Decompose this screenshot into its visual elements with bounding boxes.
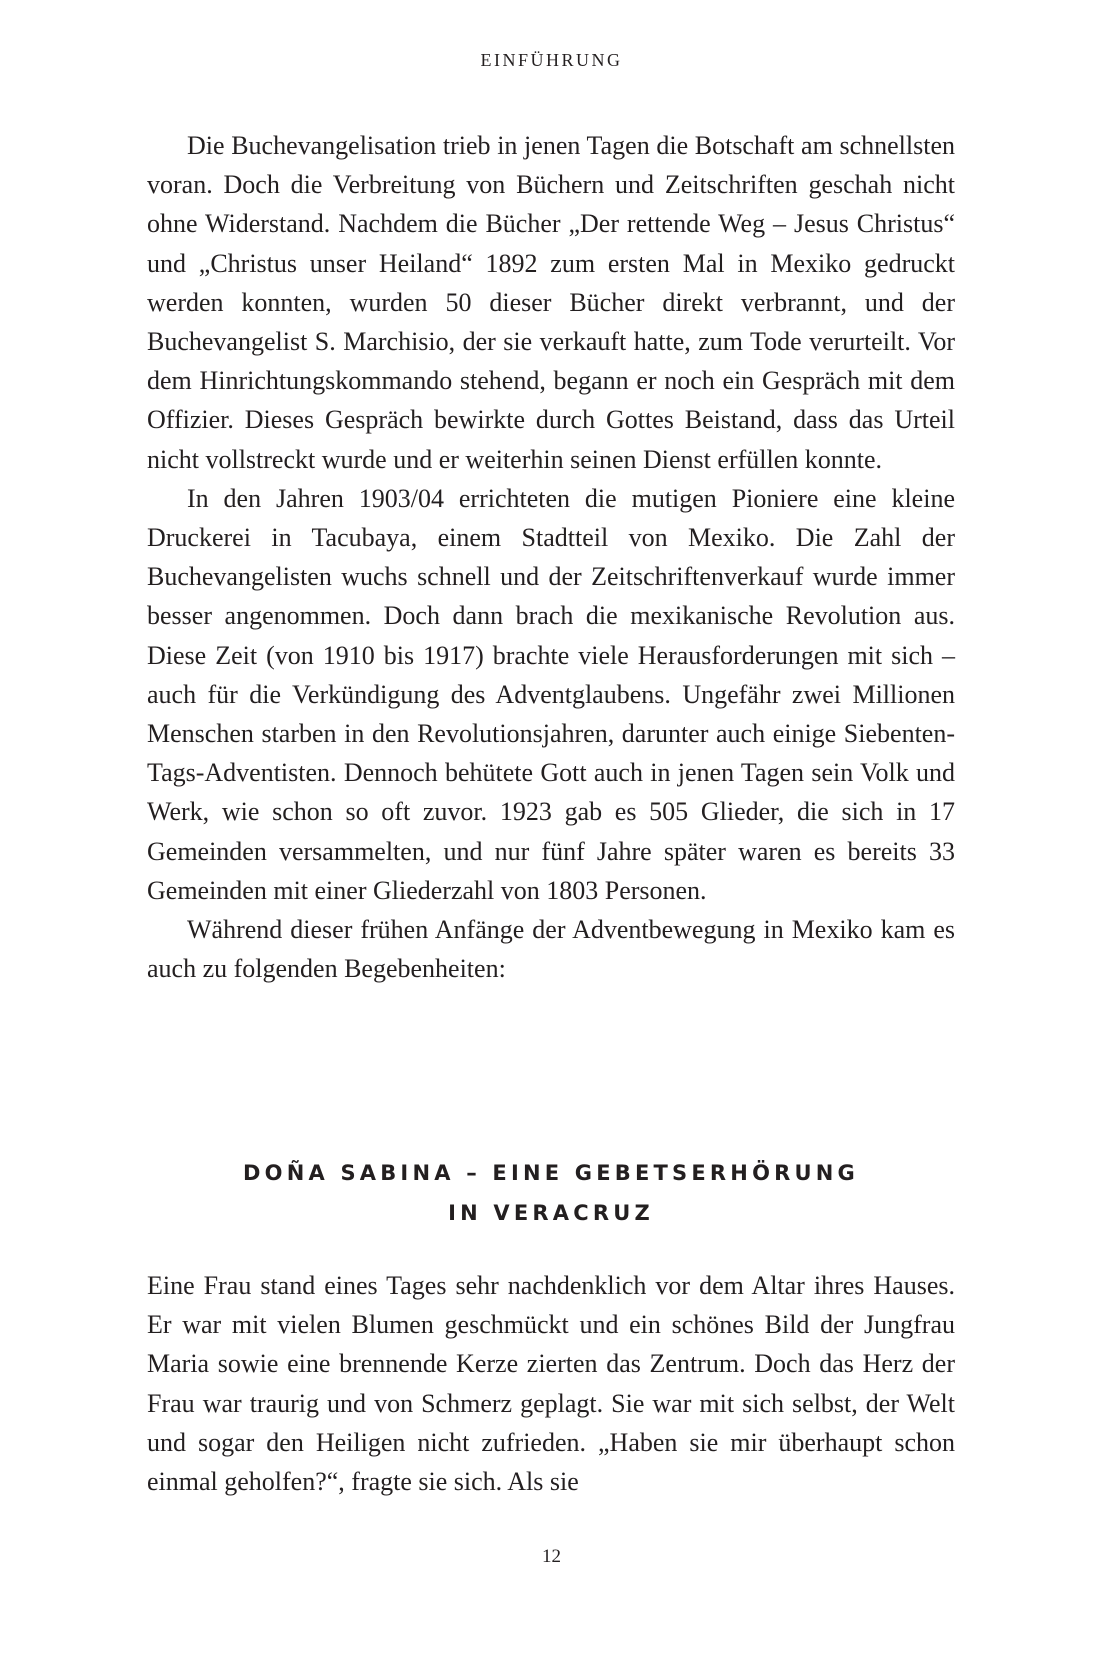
running-head: EINFÜHRUNG — [480, 50, 623, 70]
section-heading — [147, 1153, 955, 1233]
paragraph-2: In den Jahren 1903/04 errichteten die mutigen Pioniere eine kleine Druckerei in Tacubaya, einem Stadtteil von Mexiko. Die Zahl der Buchevangelisten wuchs schnell und der Zeitschriftenverkauf wurde immer besser angenommen. Doch dann brach die mexikanische Revolution aus. Diese Zeit (von 1910 bis 1917) brachte viele Herausforderungen mit sich – auch für die Verkündigung des Adventglaubens. Ungefähr zwei Millionen Menschen starben in den Revolutionsjahren, darunter auch einige Siebenten-Tags-Adventisten. Dennoch behütete Gott auch in jenen Tagen sein Volk und Werk, wie schon so oft zuvor. 1923 gab es 505 Glieder, die sich in 17 Gemeinden versammelten, und nur fünf Jahre später waren es bereits 33 Gemeinden mit einer Gliederzahl von 1803 Personen. — [147, 483, 955, 905]
section-heading-line-2: IN VERACRUZ — [448, 1201, 654, 1225]
section-paragraph: Eine Frau stand eines Tages sehr nachdenklich vor dem Altar ihres Hauses. Er war mit vielen Blumen geschmückt und ein schönes Bild der Jungfrau Maria sowie eine brennende Kerze zierten das Zentrum. Doch das Herz der Frau war traurig und von Schmerz geplagt. Sie war mit sich selbst, der Welt und sogar den Heiligen nicht zufrieden. „Haben sie mir überhaupt schon einmal geholfen?“, fragte sie sich. Als sie — [147, 1271, 955, 1497]
paragraph-1: Die Buchevangelisation trieb in jenen Tagen die Botschaft am schnellsten voran. Doch die Verbreitung von Büchern und Zeitschriften geschah nicht ohne Widerstand. Nachdem die Bücher „Der rettende Weg – Jesus Christus“ und „Christus unser Heiland“ 1892 zum ersten Mal in Mexiko gedruckt werden konnten, wurden 50 dieser Bücher direkt verbrannt, und der Buchevangelist S. Marchisio, der sie verkauft hatte, zum Tode verurteilt. Vor dem Hinrichtungskommando stehend, begann er noch ein Gespräch mit dem Offizier. Dieses Gespräch bewirkte durch Gottes Beistand, dass das Urteil nicht vollstreckt wurde und er weiterhin seinen Dienst erfüllen konnte. — [147, 131, 955, 474]
section-text — [147, 1266, 955, 1501]
body-text — [147, 126, 955, 988]
paragraph-3: Während dieser frühen Anfänge der Adventbewegung in Mexiko kam es auch zu folgenden Begebenheiten: — [147, 915, 955, 984]
page-number: 12 — [542, 1546, 561, 1567]
section-heading-line-1: DOÑA SABINA – EINE GEBETSERHÖRUNG — [243, 1161, 859, 1185]
